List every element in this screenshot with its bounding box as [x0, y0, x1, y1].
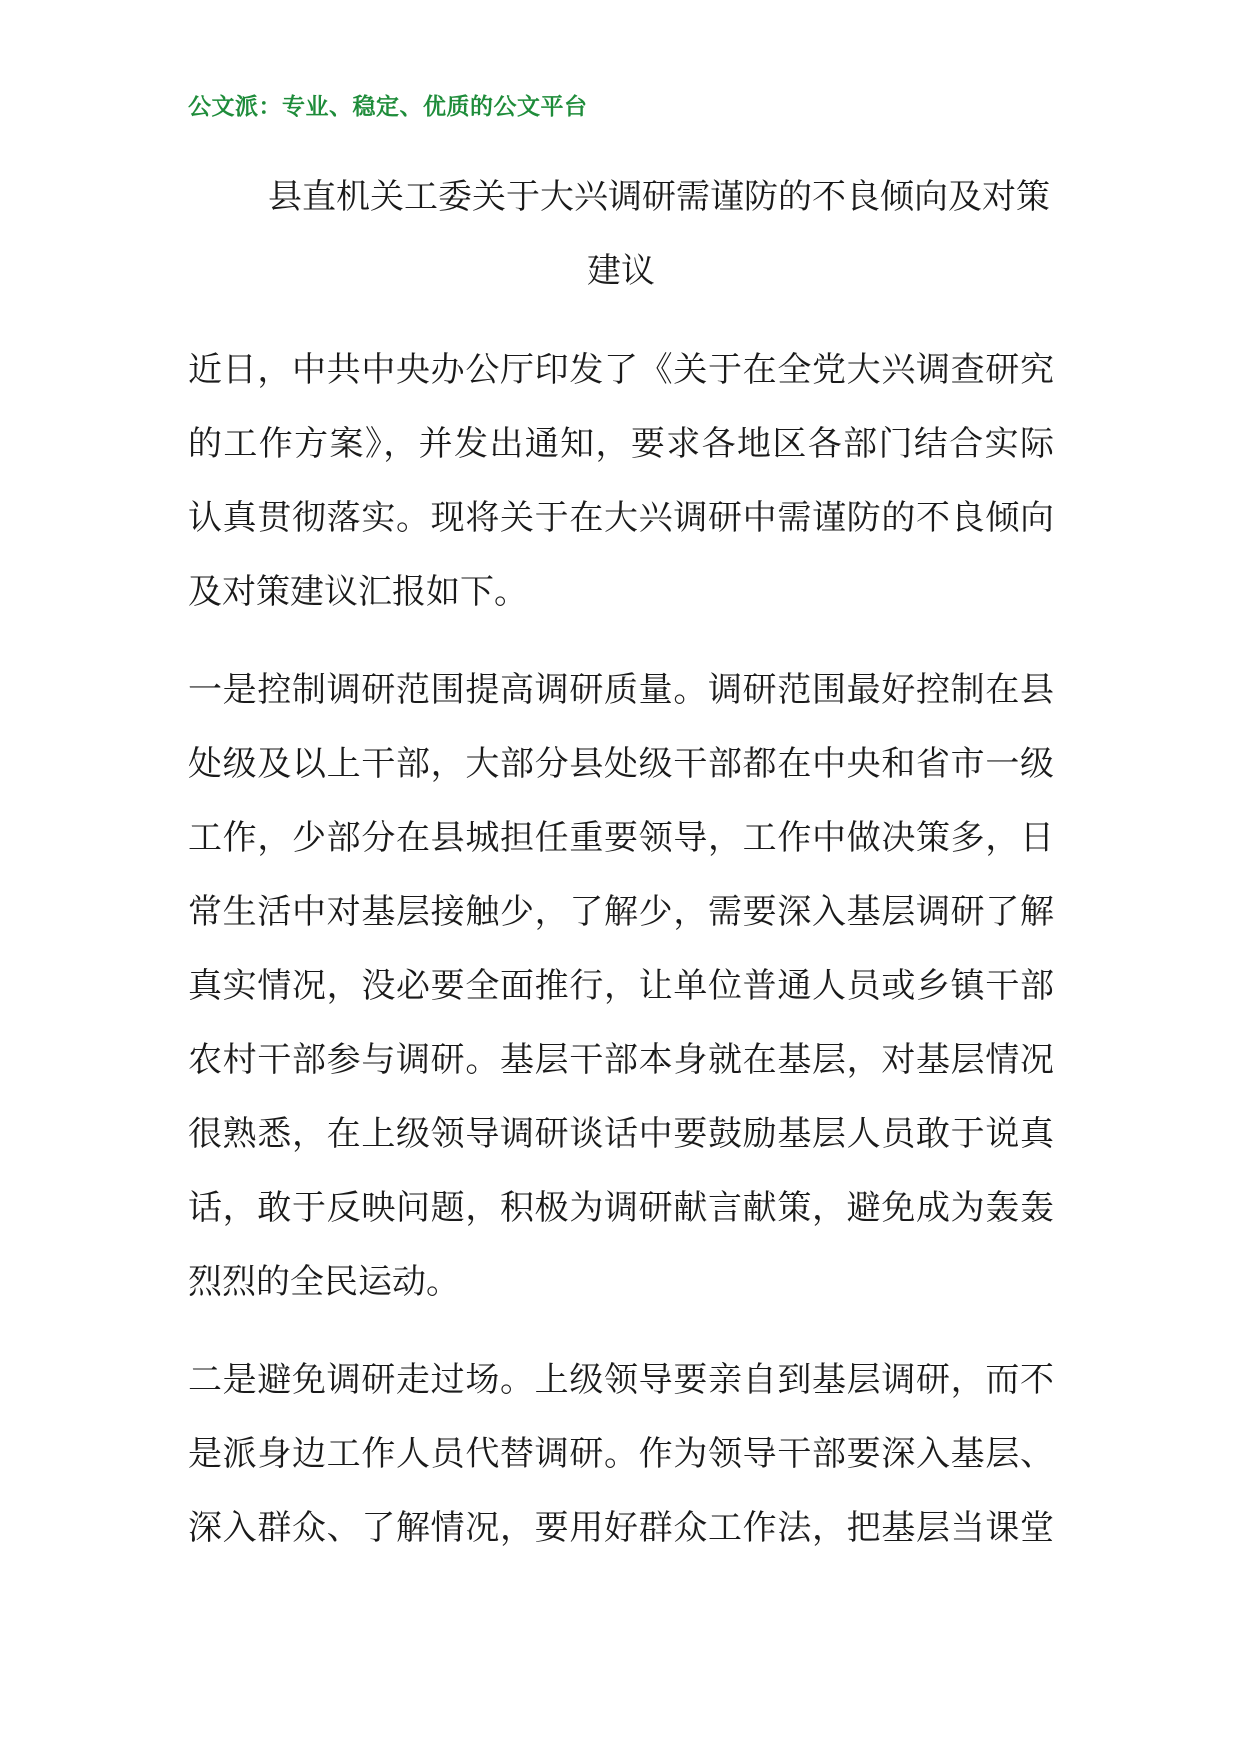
document-body [188, 333, 1054, 1589]
paragraph-line: 一是控制调研范围提高调研质量。调研范围最好控制在县 [188, 670, 1054, 710]
paragraph-line: 真实情况，没必要全面推行，让单位普通人员或乡镇干部 [188, 966, 1054, 1006]
paragraph-line: 烈烈的全民运动。 [188, 1262, 460, 1302]
header-tagline: 公文派：专业、稳定、优质的公文平台 [188, 94, 588, 120]
paragraph-intro [188, 333, 1054, 629]
paragraph-line: 认真贯彻落实。现将关于在大兴调研中需谨防的不良倾向 [188, 498, 1054, 538]
paragraph-point-one [188, 653, 1054, 1319]
paragraph-point-two [188, 1343, 1054, 1565]
title-line-2: 建议 [587, 251, 655, 291]
paragraph-line: 处级及以上干部，大部分县处级干部都在中央和省市一级 [188, 744, 1054, 784]
paragraph-line: 话，敢于反映问题，积极为调研献言献策，避免成为轰轰 [188, 1188, 1054, 1228]
document-title [188, 160, 1054, 308]
paragraph-line: 深入群众、了解情况，要用好群众工作法，把基层当课堂 [188, 1508, 1054, 1548]
paragraph-line: 的工作方案》，并发出通知，要求各地区各部门结合实际 [188, 424, 1054, 464]
paragraph-line: 很熟悉，在上级领导调研谈话中要鼓励基层人员敢于说真 [188, 1114, 1054, 1154]
paragraph-line: 近日，中共中央办公厅印发了《关于在全党大兴调查研究 [188, 350, 1054, 390]
paragraph-line: 及对策建议汇报如下。 [188, 572, 528, 612]
paragraph-line: 工作，少部分在县城担任重要领导，工作中做决策多，日 [188, 818, 1054, 858]
paragraph-line: 常生活中对基层接触少，了解少，需要深入基层调研了解 [188, 892, 1054, 932]
paragraph-line: 农村干部参与调研。基层干部本身就在基层，对基层情况 [188, 1040, 1054, 1080]
title-line-1: 县直机关工委关于大兴调研需谨防的不良倾向及对策 [268, 177, 1050, 217]
paragraph-line: 是派身边工作人员代替调研。作为领导干部要深入基层、 [188, 1434, 1054, 1474]
paragraph-line: 二是避免调研走过场。上级领导要亲自到基层调研，而不 [188, 1360, 1054, 1400]
